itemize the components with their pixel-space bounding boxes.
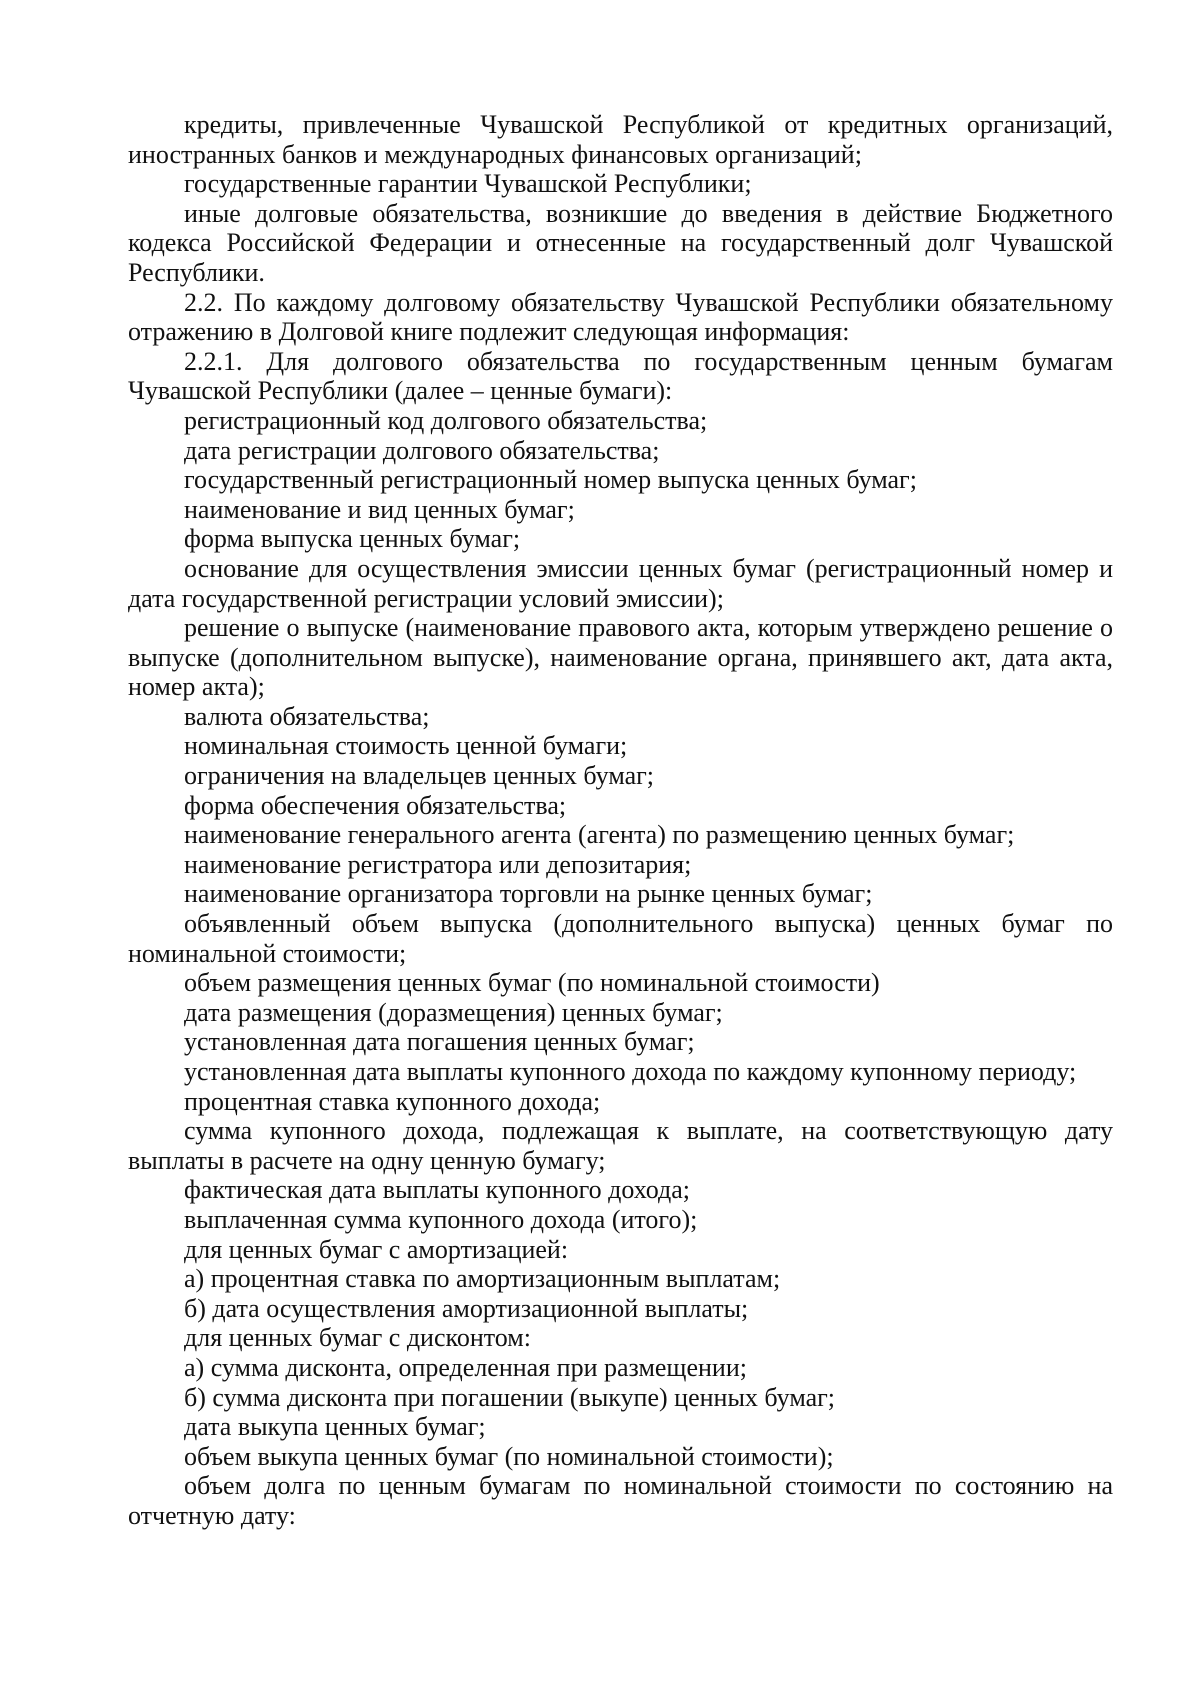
paragraph: для ценных бумаг с амортизацией: [184,1234,569,1264]
paragraph: государственные гарантии Чувашской Республики; [184,169,752,199]
paragraph: объявленный объем выпуска (дополнительного выпуска) ценных бумаг по номинальной стоимости; [128,909,1113,968]
paragraph: установленная дата выплаты купонного дохода по каждому купонному периоду; [184,1057,1077,1086]
paragraph: процентная ставка купонного дохода; [184,1086,601,1116]
paragraph: наименование регистратора или депозитария; [184,849,692,879]
paragraph: а) процентная ставка по амортизационным выплатам; [184,1264,781,1294]
paragraph: форма обеспечения обязательства; [184,790,567,820]
paragraph: регистрационный код долгового обязательства; [184,405,708,435]
paragraph: дата размещения (доразмещения) ценных бумаг; [184,997,723,1027]
paragraph: выплаченная сумма купонного дохода (итого); [184,1204,698,1234]
paragraph: иные долговые обязательства, возникшие до введения в действие Бюджетного кодекса Российской Федерации и отнесенные на государственный долг Чувашской Республики. [128,198,1113,287]
paragraph: объем выкупа ценных бумаг (по номинальной стоимости); [184,1441,834,1471]
paragraph: наименование и вид ценных бумаг; [184,494,575,524]
paragraph: дата регистрации долгового обязательства; [184,435,660,465]
paragraph: дата выкупа ценных бумаг; [184,1412,486,1442]
paragraph: б) дата осуществления амортизационной выплаты; [184,1293,749,1323]
paragraph: объем долга по ценным бумагам по номинальной стоимости по состоянию на отчетную дату: [128,1471,1113,1530]
paragraph: фактическая дата выплаты купонного дохода; [184,1175,690,1205]
paragraph: номинальная стоимость ценной бумаги; [184,731,628,761]
paragraph: форма выпуска ценных бумаг; [184,524,521,554]
paragraph: а) сумма дисконта, определенная при размещении; [184,1352,747,1382]
paragraph: 2.2. По каждому долговому обязательству Чувашской Республики обязательному отражению в Долговой книге подлежит следующая информация: [128,287,1113,347]
paragraph: кредиты, привлеченные Чувашской Республикой от кредитных организаций, иностранных банков и международных финансовых организаций; [128,110,1113,169]
paragraph: сумма купонного дохода, подлежащая к выплате, на соответствующую дату выплаты в расчете на одну ценную бумагу; [128,1116,1113,1175]
paragraph: для ценных бумаг с дисконтом: [184,1323,531,1353]
paragraph: основание для осуществления эмиссии ценных бумаг (регистрационный номер и дата государственной регистрации условий эмиссии); [128,553,1113,613]
paragraph: наименование организатора торговли на рынке ценных бумаг; [184,879,873,909]
paragraph: установленная дата погашения ценных бумаг; [184,1027,695,1057]
document-body [128,110,1113,1531]
paragraph: валюта обязательства; [184,701,430,731]
paragraph: объем размещения ценных бумаг (по номинальной стоимости) [184,968,880,998]
paragraph: б) сумма дисконта при погашении (выкупе) ценных бумаг; [184,1382,836,1412]
paragraph: наименование генерального агента (агента) по размещению ценных бумаг; [184,820,1015,850]
paragraph: решение о выпуске (наименование правового акта, которым утверждено решение о выпуске (дополнительном выпуске), наименование органа, принявшего акт, дата акта, номер акта); [128,613,1113,702]
paragraph: государственный регистрационный номер выпуска ценных бумаг; [184,465,917,495]
paragraph: 2.2.1. Для долгового обязательства по государственным ценным бумагам Чувашской Республики (далее – ценные бумаги): [128,346,1113,406]
paragraph: ограничения на владельцев ценных бумаг; [184,761,655,791]
